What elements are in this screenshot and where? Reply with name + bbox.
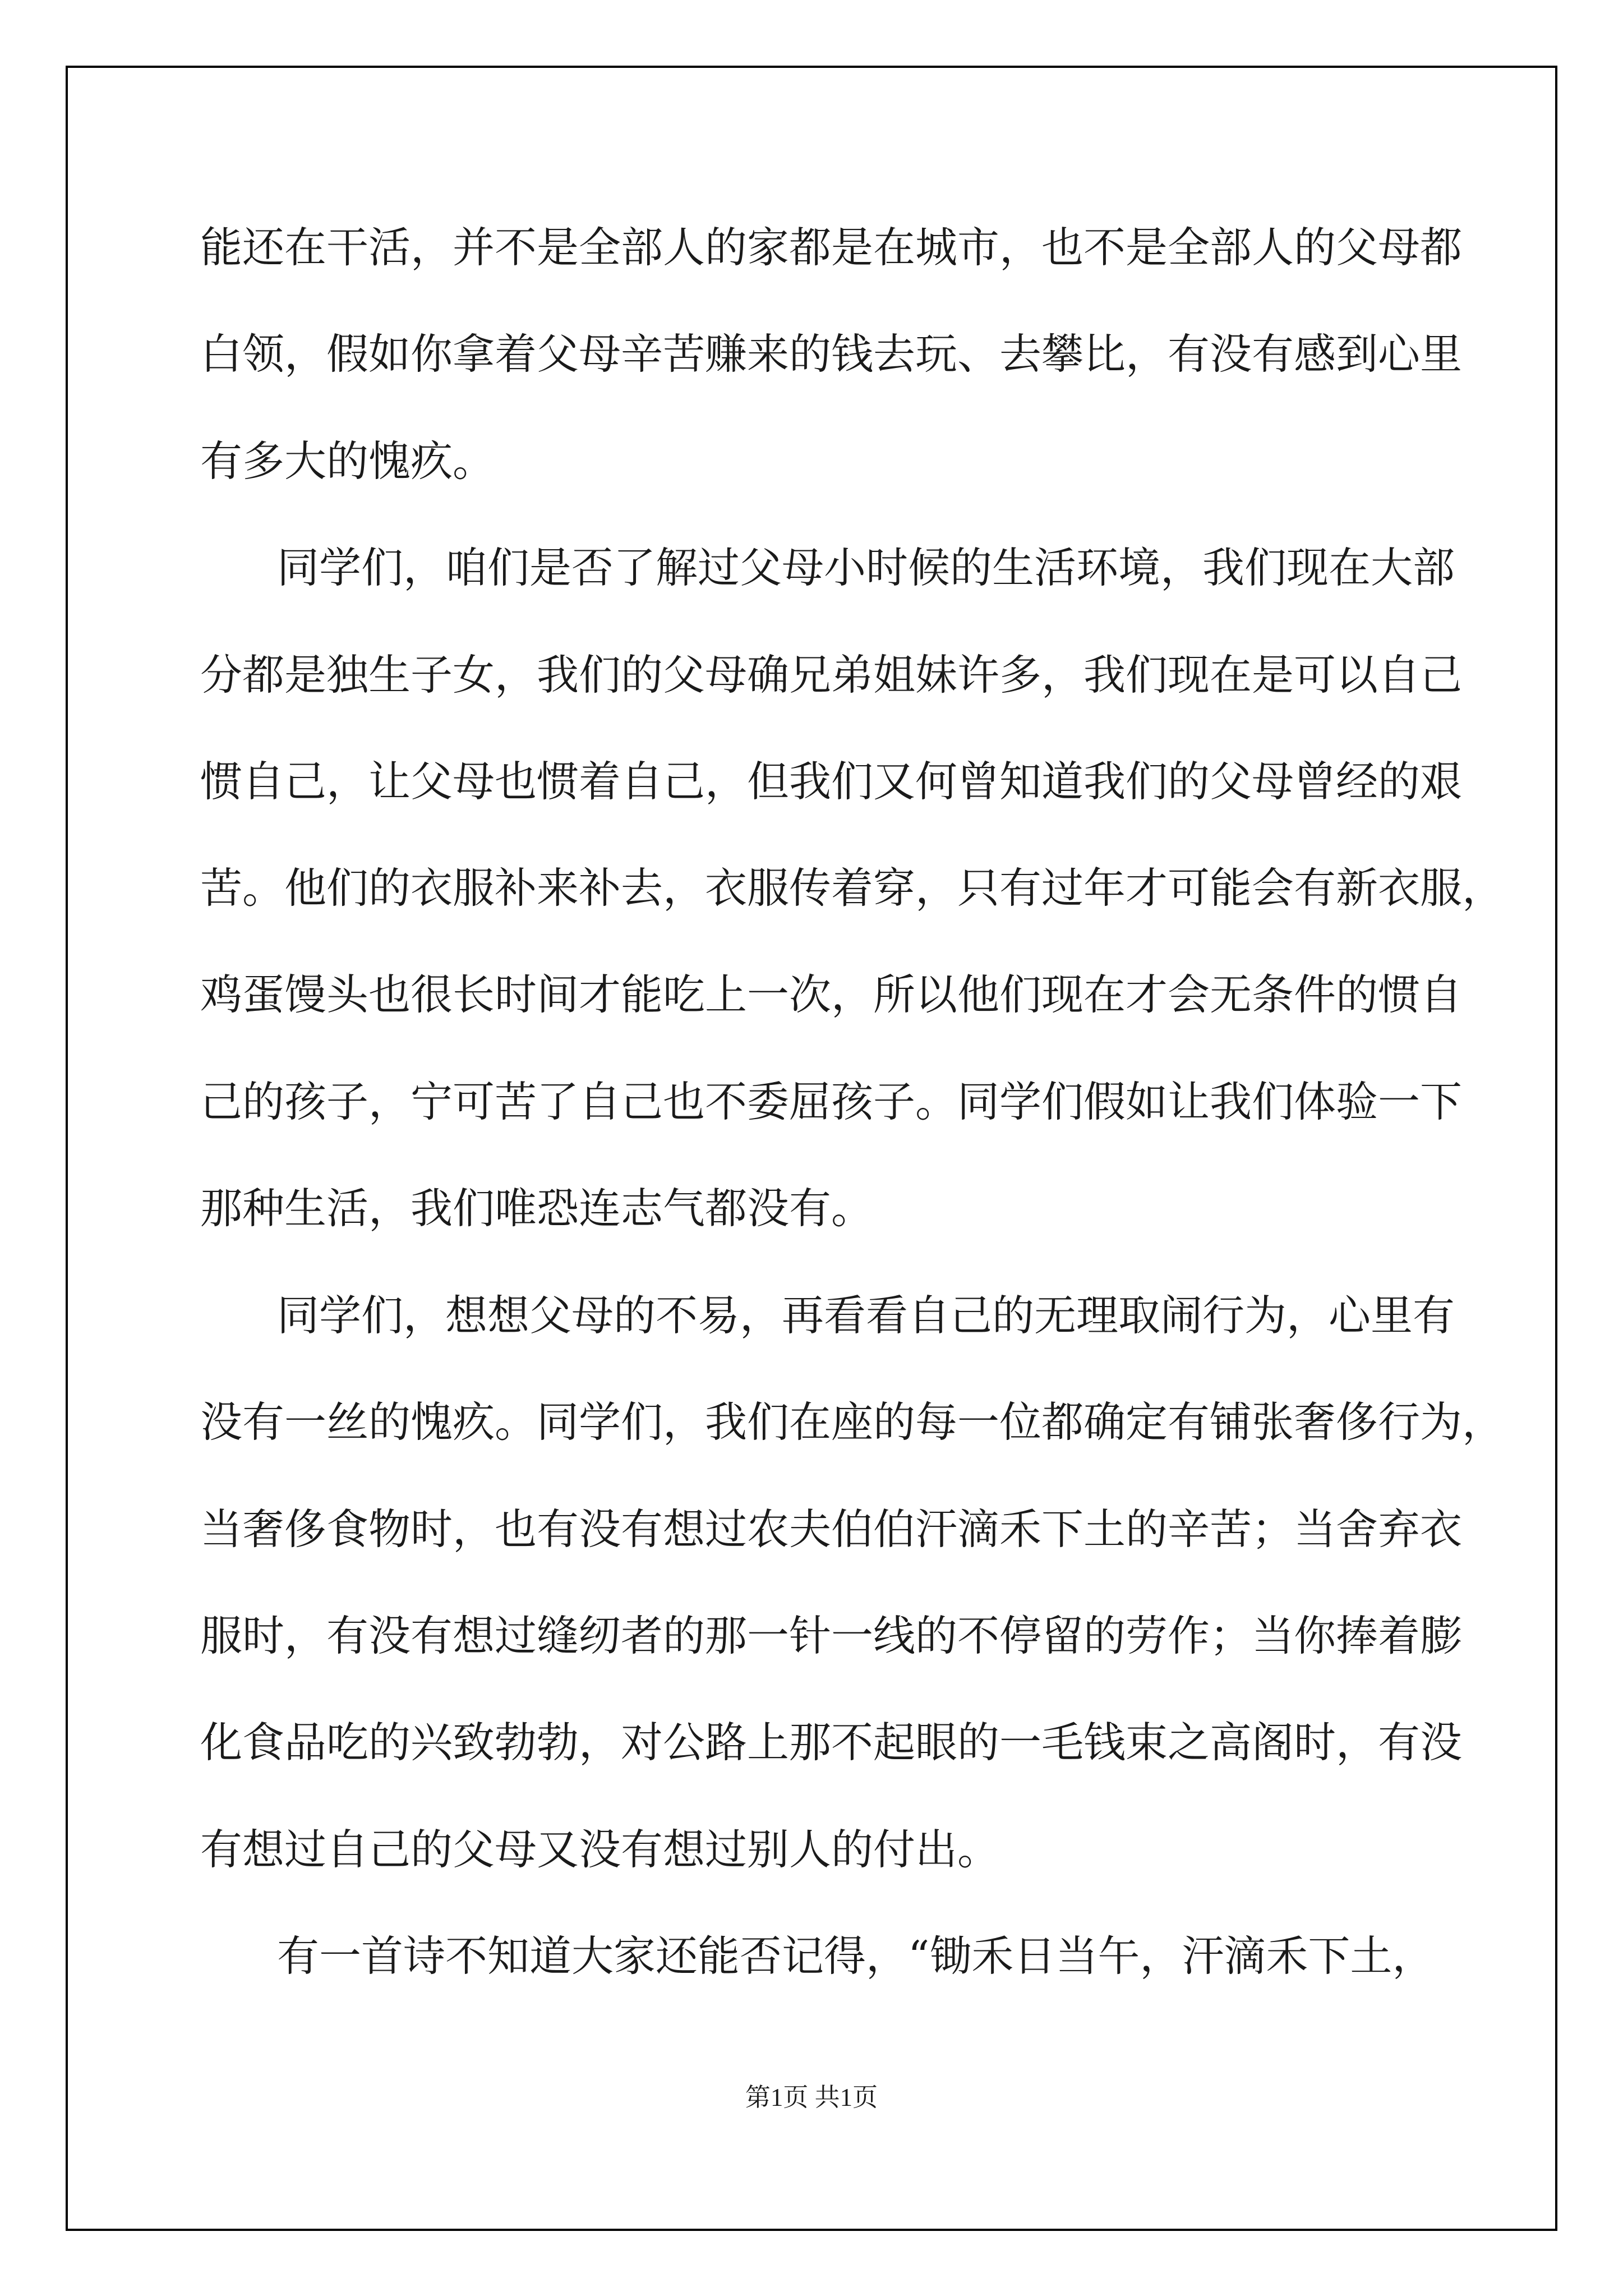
text-line: 那种生活，我们唯恐连志气都没有。	[200, 1184, 874, 1233]
text-line: 当奢侈食物时，也有没有想过农夫伯伯汗滴禾下土的辛苦；当舍弃衣	[200, 1504, 1463, 1554]
text-line: 同学们，咱们是否了解过父母小时候的生活环境，我们现在大部	[277, 543, 1455, 592]
text-line: 有多大的愧疚。	[200, 436, 495, 486]
page-footer: 第1页 共1页	[745, 2083, 878, 2111]
text-line: 分都是独生子女，我们的父母确兄弟姐妹许多，我们现在是可以自己	[200, 650, 1463, 700]
text-line: 能还在干活，并不是全部人的家都是在城市，也不是全部人的父母都	[200, 223, 1463, 272]
text-line: 惯自己，让父母也惯着自己，但我们又何曾知道我们的父母曾经的艰	[200, 757, 1463, 806]
text-line: 有一首诗不知道大家还能否记得，“锄禾日当午，汗滴禾下土，	[277, 1931, 1435, 1981]
text-line: 己的孩子，宁可苦了自己也不委屈孩子。同学们假如让我们体验一下	[200, 1077, 1463, 1126]
text-line: 服时，有没有想过缝纫者的那一针一线的不停留的劳作；当你捧着膨	[200, 1611, 1463, 1660]
text-line: 鸡蛋馒头也很长时间才能吃上一次，所以他们现在才会无条件的惯自	[200, 970, 1463, 1019]
text-line: 化食品吃的兴致勃勃，对公路上那不起眼的一毛钱束之高阁时，有没	[200, 1718, 1463, 1767]
text-line: 没有一丝的愧疚。同学们，我们在座的每一位都确定有铺张奢侈行为，	[200, 1397, 1505, 1447]
text-line: 白领，假如你拿着父母辛苦赚来的钱去玩、去攀比，有没有感到心里	[200, 329, 1463, 379]
text-line: 苦。他们的衣服补来补去，衣服传着穿，只有过年才可能会有新衣服，	[200, 863, 1505, 913]
text-line: 同学们，想想父母的不易，再看看自己的无理取闹行为，心里有	[277, 1291, 1455, 1340]
text-line: 有想过自己的父母又没有想过别人的付出。	[200, 1825, 1000, 1874]
